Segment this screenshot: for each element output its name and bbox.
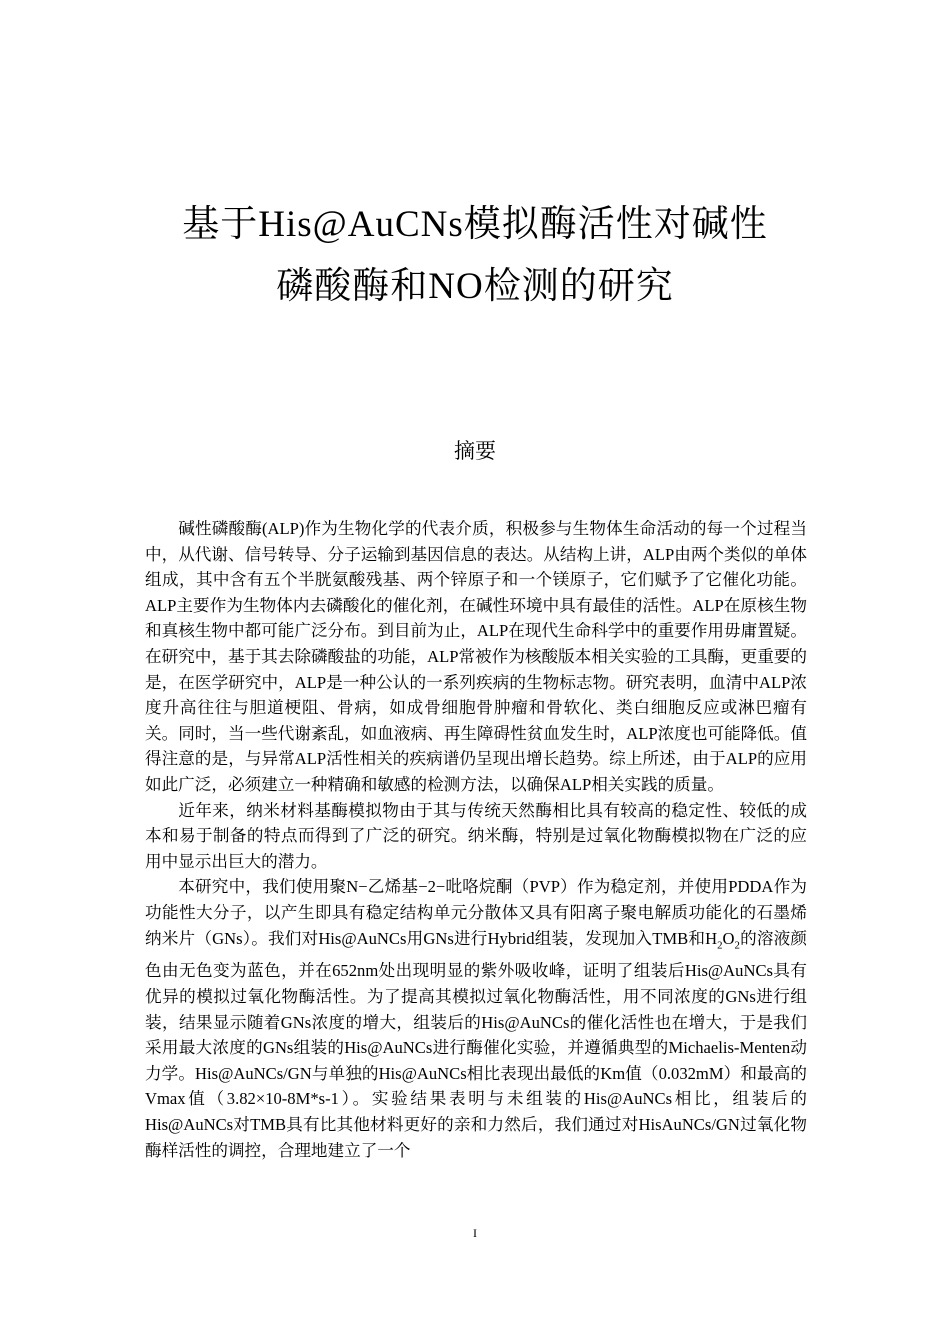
paper-title-line-2: 磷酸酶和NO检测的研究 <box>276 266 674 307</box>
abstract-paragraph-1: 碱性磷酸酶(ALP)作为生物化学的代表介质，积极参与生物体生命活动的每一个过程当中，从代谢、信号转导、分子运输到基因信息的表达。从结构上讲，ALP由两个类似的单体组成，其中含有五个半胱氨酸残基、两个锌原子和一个镁原子，它们赋予了它催化功能。ALP主要作为生物体内去磷酸化的催化剂，在碱性环境中具有最佳的活性。ALP在原核生物和真核生物中都可能广泛分布。到目前为止，ALP在现代生命科学中的重要作用毋庸置疑。在研究中，基于其去除磷酸盐的功能，ALP常被作为核酸版本相关实验的工具酶，更重要的是，在医学研究中，ALP是一种公认的一系列疾病的生物标志物。研究表明，血清中ALP浓度升高往往与胆道梗阻、骨病，如成骨细胞骨肿瘤和骨软化、类白细胞反应或淋巴瘤有关。同时，当一些代谢紊乱，如血液病、再生障碍性贫血发生时，ALP浓度也可能降低。值得注意的是，与异常ALP活性相关的疾病谱仍呈现出增长趋势。综上所述，由于ALP的应用如此广泛，必须建立一种精确和敏感的检测方法，以确保ALP相关实践的质量。 <box>145 519 807 794</box>
abstract-heading: 摘要 <box>454 439 496 463</box>
abstract-body <box>145 516 807 1163</box>
abstract-paragraph-3 <box>145 874 807 1163</box>
abstract-paragraph-2: 近年来，纳米材料基酶模拟物由于其与传统天然酶相比具有较高的稳定性、较低的成本和易于制备的特点而得到了广泛的研究。纳米酶，特别是过氧化物酶模拟物在广泛的应用中显示出巨大的潜力。 <box>145 800 807 871</box>
paper-title <box>0 194 950 318</box>
paper-title-line-1: 基于His@AuCNs模拟酶活性对碱性 <box>182 204 768 245</box>
page-number: I <box>473 1226 477 1240</box>
paragraph-3-text-after-formula: 的溶液颜色由无色变为蓝色，并在652nm处出现明显的紫外吸收峰，证明了组装后His@AuNCs具有优异的模拟过氧化物酶活性。为了提高其模拟过氧化物酶活性，用不同浓度的GNs进行组装，结果显示随着GNs浓度的增大，组装后的His@AuNCs的催化活性也在增大，于是我们采用最大浓度的GNs组装的His@AuNCs进行酶催化实验，并遵循典型的Michaelis-Menten动力学。His@AuNCs/GN与单独的His@AuNCs相比表现出最低的Km值（0.032mM）和最高的Vmax值（3.82×10-8M*s-1）。实验结果表明与未组装的His@AuNCs相比，组装后的His@AuNCs对TMB具有比其他材料更好的亲和力然后，我们通过对HisAuNCs/GN过氧化物酶样活性的调控，合理地建立了一个 <box>145 928 808 1160</box>
hydrogen-peroxide-formula: $H_2O_2$ <box>705 928 740 951</box>
paragraph-3-text-before-formula: 本研究中，我们使用聚N−乙烯基−2−吡咯烷酮（PVP）作为稳定剂，并使用PDDA作为功能性大分子，以产生即具有稳定结构单元分散体又具有阳离子聚电解质功能化的石墨烯纳米片（GNs）。我们对His@AuNCs用GNs进行Hybrid组装，发现加入TMB和 <box>145 877 807 948</box>
